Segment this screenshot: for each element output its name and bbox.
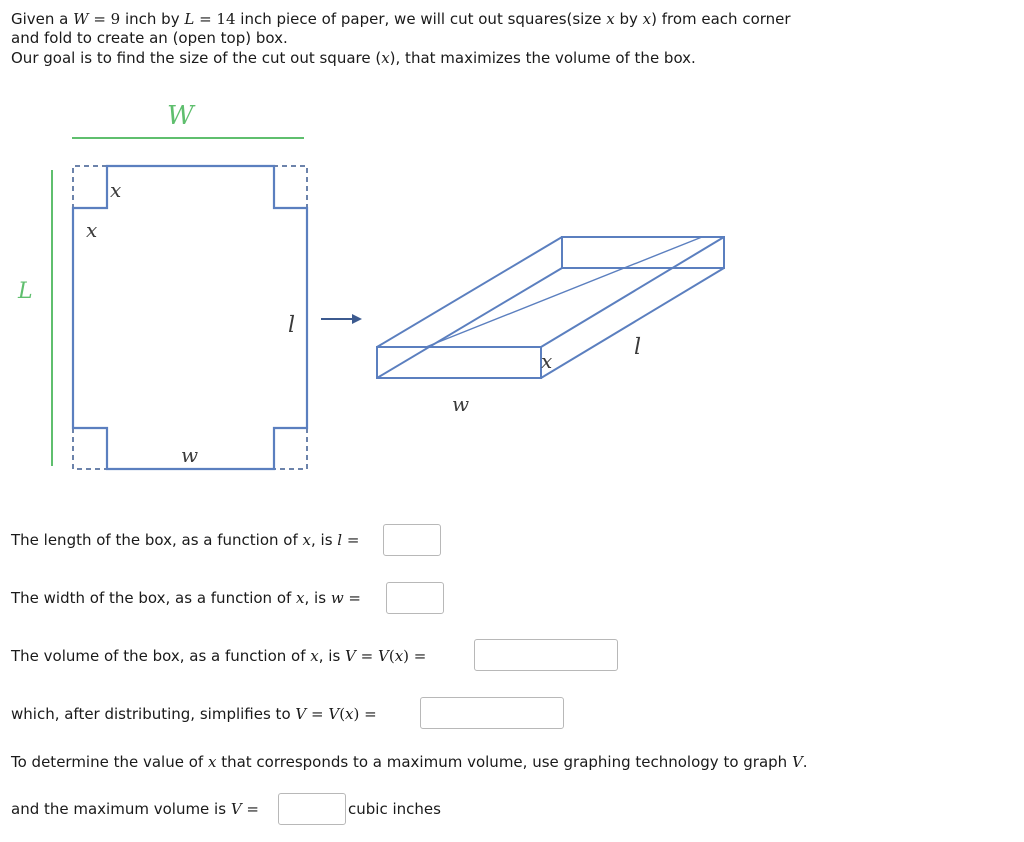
label-W: W bbox=[167, 101, 194, 131]
label-l-box: l bbox=[634, 335, 642, 360]
intro-line-2: and fold to create an (open top) box. bbox=[11, 29, 288, 47]
question-width: The width of the box, as a function of x, is w = bbox=[11, 589, 361, 607]
question-volume: The volume of the box, as a function of x, is V = V(x) = bbox=[11, 647, 427, 665]
label-w-flat: w bbox=[181, 443, 199, 467]
label-x-top: x bbox=[110, 178, 122, 202]
determine-instruction: To determine the value of x that corresponds to a maximum volume, use graphing technology to graph V. bbox=[11, 753, 808, 771]
volume-answer-input[interactable] bbox=[474, 639, 618, 671]
length-answer-input[interactable] bbox=[383, 524, 441, 556]
width-answer-input[interactable] bbox=[386, 582, 444, 614]
unit-cubic-inches: cubic inches bbox=[348, 800, 441, 818]
max-volume-input[interactable] bbox=[278, 793, 346, 825]
label-w-box: w bbox=[452, 392, 470, 416]
cut-corners-dashed bbox=[73, 166, 307, 469]
paper-fold-outline bbox=[73, 166, 307, 469]
arrow-icon bbox=[321, 314, 362, 324]
label-x-side: x bbox=[86, 218, 98, 242]
label-l-flat: l bbox=[288, 313, 296, 338]
question-length: The length of the box, as a function of x, is l = bbox=[11, 531, 360, 549]
question-simplified: which, after distributing, simplifies to V = V(x) = bbox=[11, 705, 377, 723]
question-max-volume: and the maximum volume is V = bbox=[11, 800, 259, 818]
intro-line-1: Given a W = 9 inch by L = 14 inch piece of paper, we will cut out squares(size x by x) from each corner bbox=[11, 10, 791, 28]
label-L: L bbox=[18, 279, 33, 304]
simplified-volume-input[interactable] bbox=[420, 697, 564, 729]
label-x-box: x bbox=[541, 349, 553, 373]
intro-line-3: Our goal is to find the size of the cut out square (x), that maximizes the volume of the box. bbox=[11, 49, 696, 67]
